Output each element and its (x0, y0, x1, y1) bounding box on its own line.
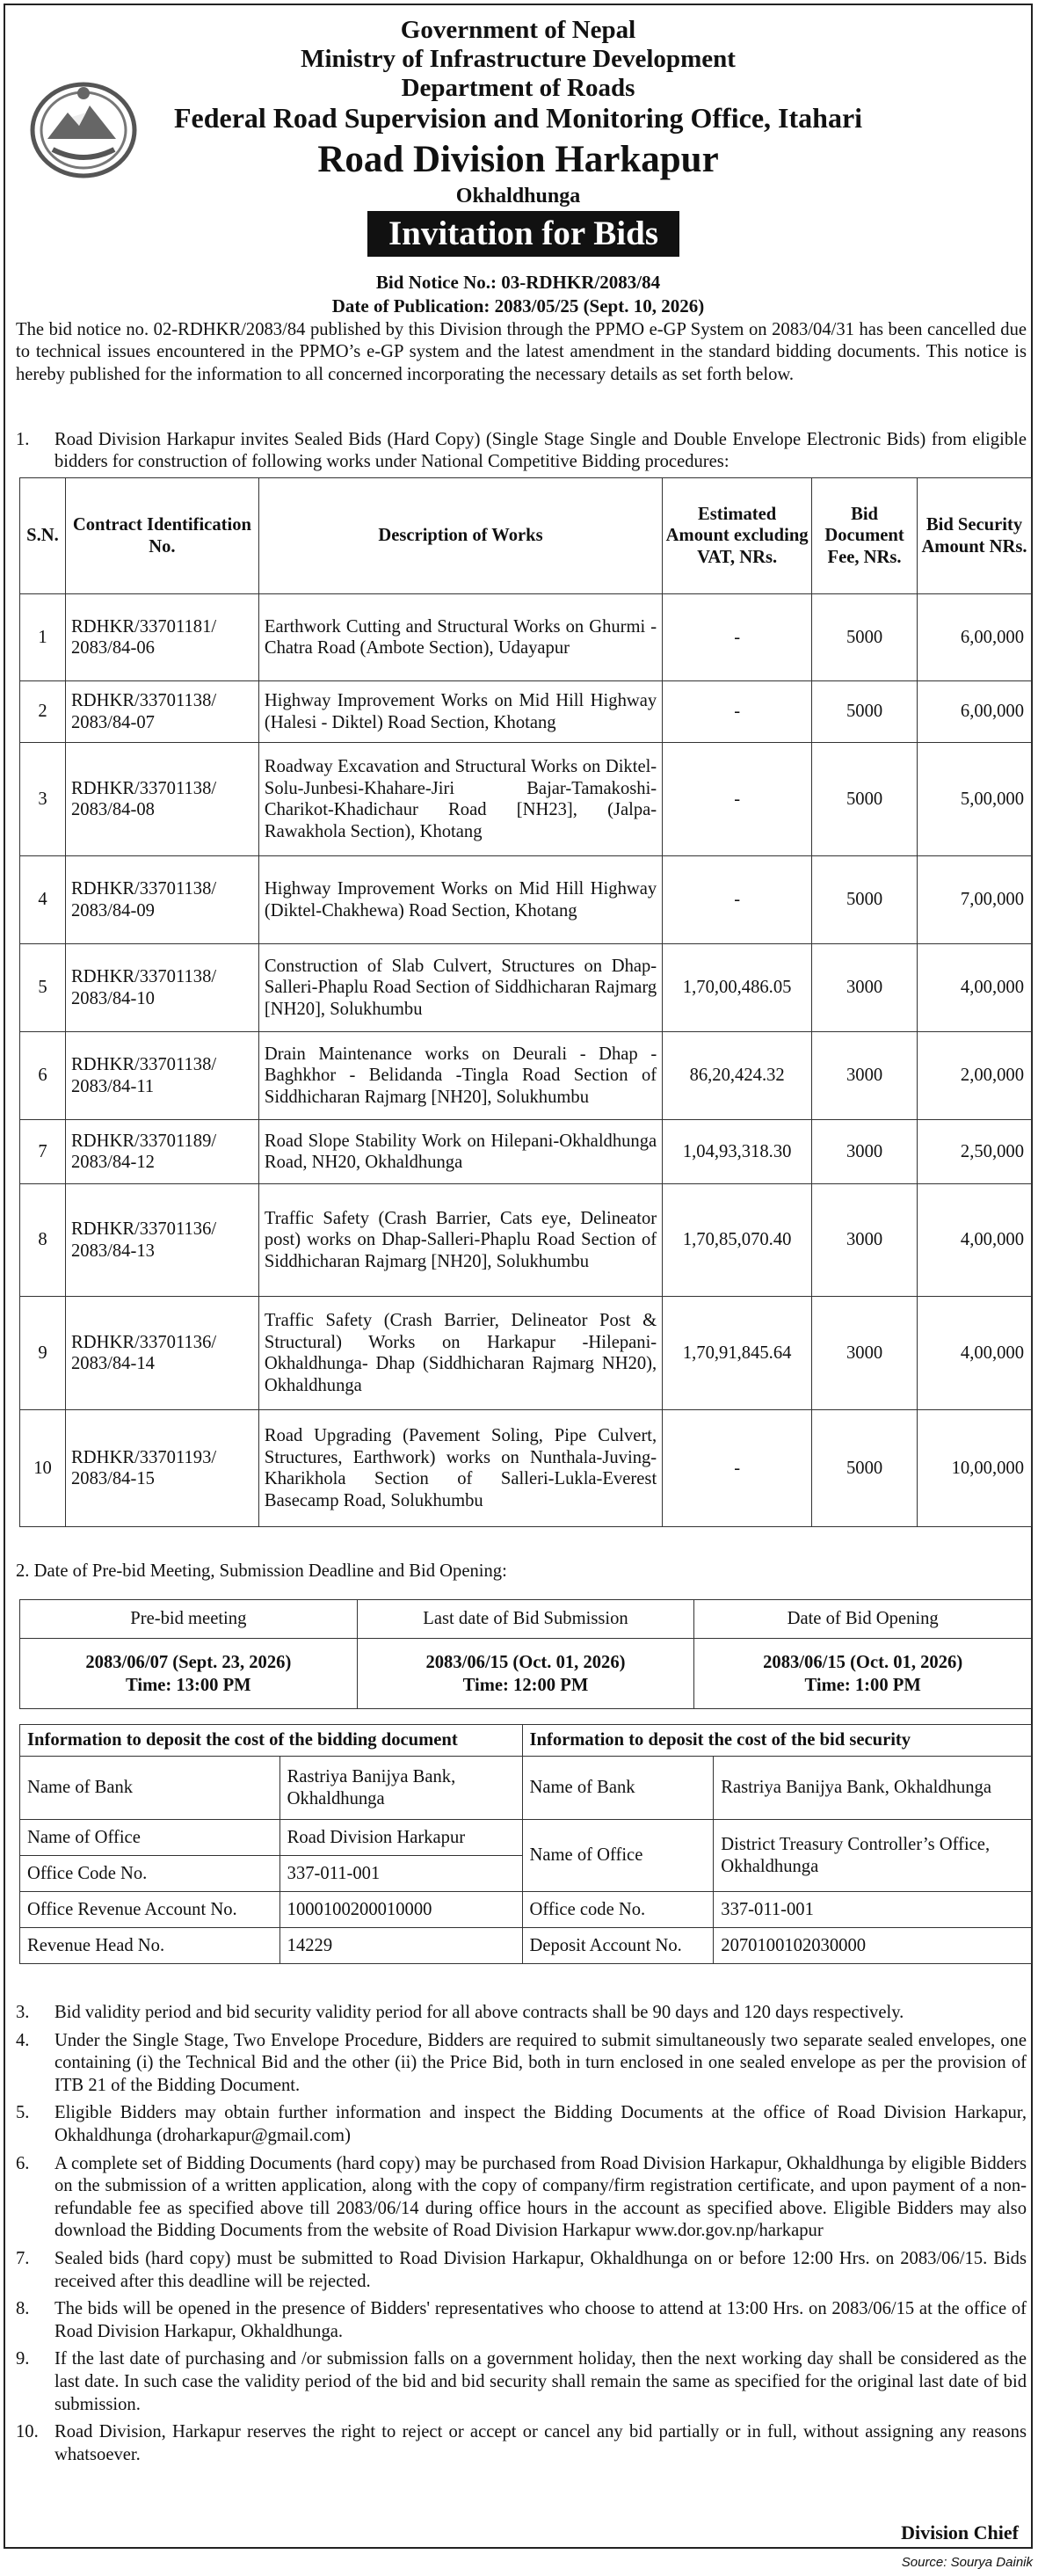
row-fee: 5000 (812, 856, 918, 944)
row-security: 5,00,000 (918, 743, 1032, 856)
row-contract-id: RDHKR/33701189/ 2083/84-12 (65, 1120, 258, 1184)
row-amount: 86,20,424.32 (663, 1032, 812, 1120)
header-government: Government of Nepal (400, 16, 636, 44)
office-code-label: Office code No. (522, 1892, 714, 1928)
list-item (16, 2102, 1027, 2147)
header-description: Description of Works (258, 478, 662, 594)
submission-date-value: 2083/06/15 (Oct. 01, 2026) (425, 1652, 626, 1672)
row-description: Drain Maintenance works on Deurali - Dhap - Baghkhor - Belidanda -Tingla Road Section of Siddhicharan Rajmarg [NH20], Solukhumbu (258, 1032, 662, 1120)
list-item-text: Eligible Bidders may obtain further information and inspect the Bidding Documents at the office of Road Division Harkapur, Okhaldhunga (droharkapur@gmail.com) (54, 2103, 1027, 2145)
source-credit: Source: Sourya Dainik (901, 2555, 1033, 2570)
row-contract-id: RDHKR/33701138/ 2083/84-07 (65, 681, 258, 743)
table-row (20, 944, 1032, 1032)
conditions-list (16, 2002, 1027, 2471)
office-value: District Treasury Controller’s Office, Okhaldhunga (714, 1820, 1032, 1892)
row-security: 2,00,000 (918, 1032, 1032, 1120)
row-amount: 1,70,91,845.64 (663, 1297, 812, 1410)
revenue-account-value: 1000100200010000 (279, 1892, 522, 1928)
table-row (20, 856, 1032, 944)
table-row (20, 1120, 1032, 1184)
bank-row (20, 1928, 1032, 1964)
submission-date (357, 1639, 694, 1709)
row-amount: - (663, 594, 812, 681)
list-item-number: 3. (16, 2003, 30, 2022)
signature: Division Chief (901, 2521, 1019, 2543)
prebid-time-value: Time: 13:00 PM (126, 1675, 251, 1695)
opening-date-value: 2083/06/15 (Oct. 01, 2026) (763, 1652, 963, 1672)
row-security: 6,00,000 (918, 681, 1032, 743)
list-item-text: A complete set of Bidding Documents (hard copy) may be purchased from Road Division Harkapur, Okhaldhunga by eligible Bidders on the submission of a written application, along with the copy of company/firm registration certificate, and upon payment of a non-refundable fee as specified above till 2083/06/14 during office hours in the account as specified above. Eligible Bidders may also download the Bidding Documents from the website of Road Division Harkapur www.dor.gov.np/harkapur (54, 2153, 1027, 2241)
table-row (20, 1184, 1032, 1297)
dates-header-row (20, 1600, 1032, 1639)
works-table (19, 477, 1032, 1527)
row-description: Road Slope Stability Work on Hilepani-Okhaldhunga Road, NH20, Okhaldhunga (258, 1120, 662, 1184)
bank-table (19, 1724, 1032, 1964)
bank-row (20, 1892, 1032, 1928)
office-code-value: 337-011-001 (279, 1856, 522, 1892)
table-row (20, 681, 1032, 743)
header-sn: S.N. (20, 478, 66, 594)
list-item-text: Under the Single Stage, Two Envelope Procedure, Bidders are required to submit simultaneously two separate sealed envelopes, one containing (i) the Technical Bid and the other (ii) the Price Bid, both in turn enclosed in one sealed envelope as per the provision of ITB 21 of the Bidding Document. (54, 2030, 1027, 2095)
opening-header: Date of Bid Opening (694, 1600, 1032, 1639)
list-item-number: 9. (16, 2349, 30, 2369)
dates-value-row (20, 1639, 1032, 1709)
header-estimated-amount: Estimated Amount excluding VAT, NRs. (663, 478, 812, 594)
bid-notice-number: Bid Notice No.: 03-RDHKR/2083/84 (375, 272, 661, 293)
publication-date: Date of Publication: 2083/05/25 (Sept. 10, 2026) (331, 295, 705, 317)
bank-label: Name of Bank (20, 1757, 280, 1820)
row-fee: 3000 (812, 944, 918, 1032)
row-contract-id: RDHKR/33701136/ 2083/84-13 (65, 1184, 258, 1297)
row-sn: 7 (20, 1120, 66, 1184)
list-item (16, 2421, 1027, 2466)
header-office: Federal Road Supervision and Monitoring Office, Itahari (173, 102, 863, 134)
list-item-text: The bids will be opened in the presence of Bidders' representatives who choose to attend at 13:00 Hrs. on 2083/06/15 at the office of Road Division Harkapur, Okhaldhunga. (54, 2299, 1027, 2341)
row-sn: 2 (20, 681, 66, 743)
header-contract-id: Contract Identification No. (65, 478, 258, 594)
row-description: Traffic Safety (Crash Barrier, Cats eye, Delineator post) works on Dhap-Salleri-Phaplu Road Section of Siddhicharan Rajmarg [NH20], Solukhumbu (258, 1184, 662, 1297)
bank-row (20, 1757, 1032, 1820)
row-amount: 1,70,85,070.40 (663, 1184, 812, 1297)
row-security: 4,00,000 (918, 1297, 1032, 1410)
list-item (16, 2348, 1027, 2416)
list-item (16, 2153, 1027, 2243)
row-description: Traffic Safety (Crash Barrier, Delineator Post & Structural) Works on Harkapur -Hilepani-Okhaldhunga- Dhap (Siddhicharan Rajmarg NH20), Okhaldhunga (258, 1297, 662, 1410)
row-description: Construction of Slab Culvert, Structures on Dhap-Salleri-Phaplu Road Section of Siddhicharan Rajmarg [NH20], Solukhumbu (258, 944, 662, 1032)
table-row (20, 1410, 1032, 1527)
row-amount: - (663, 743, 812, 856)
row-amount: - (663, 1410, 812, 1527)
table-row (20, 743, 1032, 856)
revenue-head-value: 14229 (279, 1928, 522, 1964)
bank-value: Rastriya Banijya Bank, Okhaldhunga (714, 1757, 1032, 1820)
row-amount: - (663, 681, 812, 743)
document-deposit-title: Information to deposit the cost of the bidding document (20, 1725, 523, 1757)
bank-label: Name of Bank (522, 1757, 714, 1820)
row-contract-id: RDHKR/33701138/ 2083/84-09 (65, 856, 258, 944)
list-item-number: 10. (16, 2422, 39, 2442)
office-code-label: Office Code No. (20, 1856, 280, 1892)
row-fee: 5000 (812, 743, 918, 856)
row-sn: 3 (20, 743, 66, 856)
row-amount: 1,70,00,486.05 (663, 944, 812, 1032)
invitation-banner: Invitation for Bids (367, 211, 679, 257)
row-security: 6,00,000 (918, 594, 1032, 681)
prebid-date (20, 1639, 358, 1709)
list-item-number: 5. (16, 2103, 30, 2123)
row-description: Highway Improvement Works on Mid Hill Highway (Diktel-Chakhewa) Road Section, Khotang (258, 856, 662, 944)
item-1 (16, 429, 1027, 474)
bank-row (20, 1820, 1032, 1856)
header-ministry: Ministry of Infrastructure Development (301, 45, 736, 73)
row-amount: - (663, 856, 812, 944)
office-label: Name of Office (522, 1820, 714, 1892)
item-1-number: 1. (16, 430, 30, 449)
row-security: 4,00,000 (918, 1184, 1032, 1297)
row-security: 4,00,000 (918, 944, 1032, 1032)
revenue-account-label: Office Revenue Account No. (20, 1892, 280, 1928)
deposit-account-label: Deposit Account No. (522, 1928, 714, 1964)
row-description: Highway Improvement Works on Mid Hill Highway (Halesi - Diktel) Road Section, Khotang (258, 681, 662, 743)
list-item-text: If the last date of purchasing and /or submission falls on a government holiday, then the next working day shall be considered as the last date. In such case the validity period of the bid and bid security shall remain the same as specified for the original last date of bid submission. (54, 2349, 1027, 2414)
header-security-amount: Bid Security Amount NRs. (918, 478, 1032, 594)
row-contract-id: RDHKR/33701136/ 2083/84-14 (65, 1297, 258, 1410)
list-item (16, 2298, 1027, 2343)
list-item-number: 4. (16, 2030, 30, 2050)
table-row (20, 594, 1032, 681)
row-contract-id: RDHKR/33701138/ 2083/84-10 (65, 944, 258, 1032)
row-fee: 3000 (812, 1297, 918, 1410)
row-security: 10,00,000 (918, 1410, 1032, 1527)
office-value: Road Division Harkapur (279, 1820, 522, 1856)
row-sn: 5 (20, 944, 66, 1032)
opening-time-value: Time: 1:00 PM (804, 1675, 921, 1695)
list-item (16, 2248, 1027, 2293)
row-contract-id: RDHKR/33701193/ 2083/84-15 (65, 1410, 258, 1527)
list-item-number: 7. (16, 2248, 30, 2268)
row-description: Road Upgrading (Pavement Soling, Pipe Culvert, Structures, Earthwork) works on Nunthala-Juving-Kharikhola Section of Salleri-Lukla-Everest Basecamp Road, Solukhumbu (258, 1410, 662, 1527)
revenue-head-label: Revenue Head No. (20, 1928, 280, 1964)
header-department: Department of Roads (401, 74, 635, 102)
row-fee: 5000 (812, 594, 918, 681)
bank-header-row (20, 1725, 1032, 1757)
list-item-text: Road Division, Harkapur reserves the right to reject or accept or cancel any bid partially or in full, without assigning any reasons whatsoever. (54, 2422, 1027, 2464)
opening-date (694, 1639, 1032, 1709)
submission-time-value: Time: 12:00 PM (462, 1675, 589, 1695)
row-sn: 4 (20, 856, 66, 944)
office-code-value: 337-011-001 (714, 1892, 1032, 1928)
row-fee: 5000 (812, 681, 918, 743)
row-sn: 10 (20, 1410, 66, 1527)
row-description: Roadway Excavation and Structural Works on Diktel-Solu-Junbesi-Khahare-Jiri Bajar-Tamakoshi-Charikot-Khadichaur Road [NH23], (Jalpa-Rawakhola Section), Khotang (258, 743, 662, 856)
office-label: Name of Office (20, 1820, 280, 1856)
row-security: 2,50,000 (918, 1120, 1032, 1184)
table-row (20, 1297, 1032, 1410)
list-item-text: Bid validity period and bid security validity period for all above contracts shall be 90 days and 120 days respectively. (54, 2003, 904, 2022)
header-document-fee: Bid Document Fee, NRs. (812, 478, 918, 594)
row-sn: 6 (20, 1032, 66, 1120)
submission-header: Last date of Bid Submission (357, 1600, 694, 1639)
row-contract-id: RDHKR/33701181/ 2083/84-06 (65, 594, 258, 681)
header-division: Road Division Harkapur (317, 139, 719, 180)
row-contract-id: RDHKR/33701138/ 2083/84-11 (65, 1032, 258, 1120)
list-item-text: Sealed bids (hard copy) must be submitted to Road Division Harkapur, Okhaldhunga on or before 12:00 Hrs. on 2083/06/15. Bids received after this deadline will be rejected. (54, 2248, 1027, 2291)
list-item-number: 8. (16, 2299, 30, 2319)
list-item-number: 6. (16, 2153, 30, 2173)
prebid-date-value: 2083/06/07 (Sept. 23, 2026) (85, 1652, 292, 1672)
list-item (16, 2030, 1027, 2098)
row-amount: 1,04,93,318.30 (663, 1120, 812, 1184)
row-fee: 3000 (812, 1032, 918, 1120)
row-fee: 3000 (812, 1184, 918, 1297)
row-fee: 5000 (812, 1410, 918, 1527)
list-item (16, 2002, 1027, 2025)
prebid-header: Pre-bid meeting (20, 1600, 358, 1639)
dates-table (19, 1599, 1032, 1709)
row-sn: 9 (20, 1297, 66, 1410)
row-contract-id: RDHKR/33701138/ 2083/84-08 (65, 743, 258, 856)
section-2-title: 2. Date of Pre-bid Meeting, Submission Deadline and Bid Opening: (16, 1561, 507, 1581)
header-location: Okhaldhunga (455, 185, 581, 207)
deposit-account-value: 2070100102030000 (714, 1928, 1032, 1964)
row-security: 7,00,000 (918, 856, 1032, 944)
bank-value: Rastriya Banijya Bank, Okhaldhunga (279, 1757, 522, 1820)
row-sn: 8 (20, 1184, 66, 1297)
notice-page (4, 4, 1033, 2549)
item-1-text: Road Division Harkapur invites Sealed Bids (Hard Copy) (Single Stage Single and Double Envelope Electronic Bids) from eligible bidders for construction of following works under National Competitive Bidding procedures: (54, 430, 1027, 472)
row-sn: 1 (20, 594, 66, 681)
row-description: Earthwork Cutting and Structural Works on Ghurmi - Chatra Road (Ambote Section), Udayapur (258, 594, 662, 681)
works-table-header (20, 478, 1032, 594)
intro-paragraph: The bid notice no. 02-RDHKR/2083/84 published by this Division through the PPMO e-GP System on 2083/04/31 has been cancelled due to technical issues encountered in the PPMO’s e-GP system and the latest amendment in the standard bidding documents. This notice is hereby published for the information to all concerned incorporating the necessary details as set forth below. (16, 320, 1027, 384)
security-deposit-title: Information to deposit the cost of the bid security (522, 1725, 1032, 1757)
row-fee: 3000 (812, 1120, 918, 1184)
table-row (20, 1032, 1032, 1120)
